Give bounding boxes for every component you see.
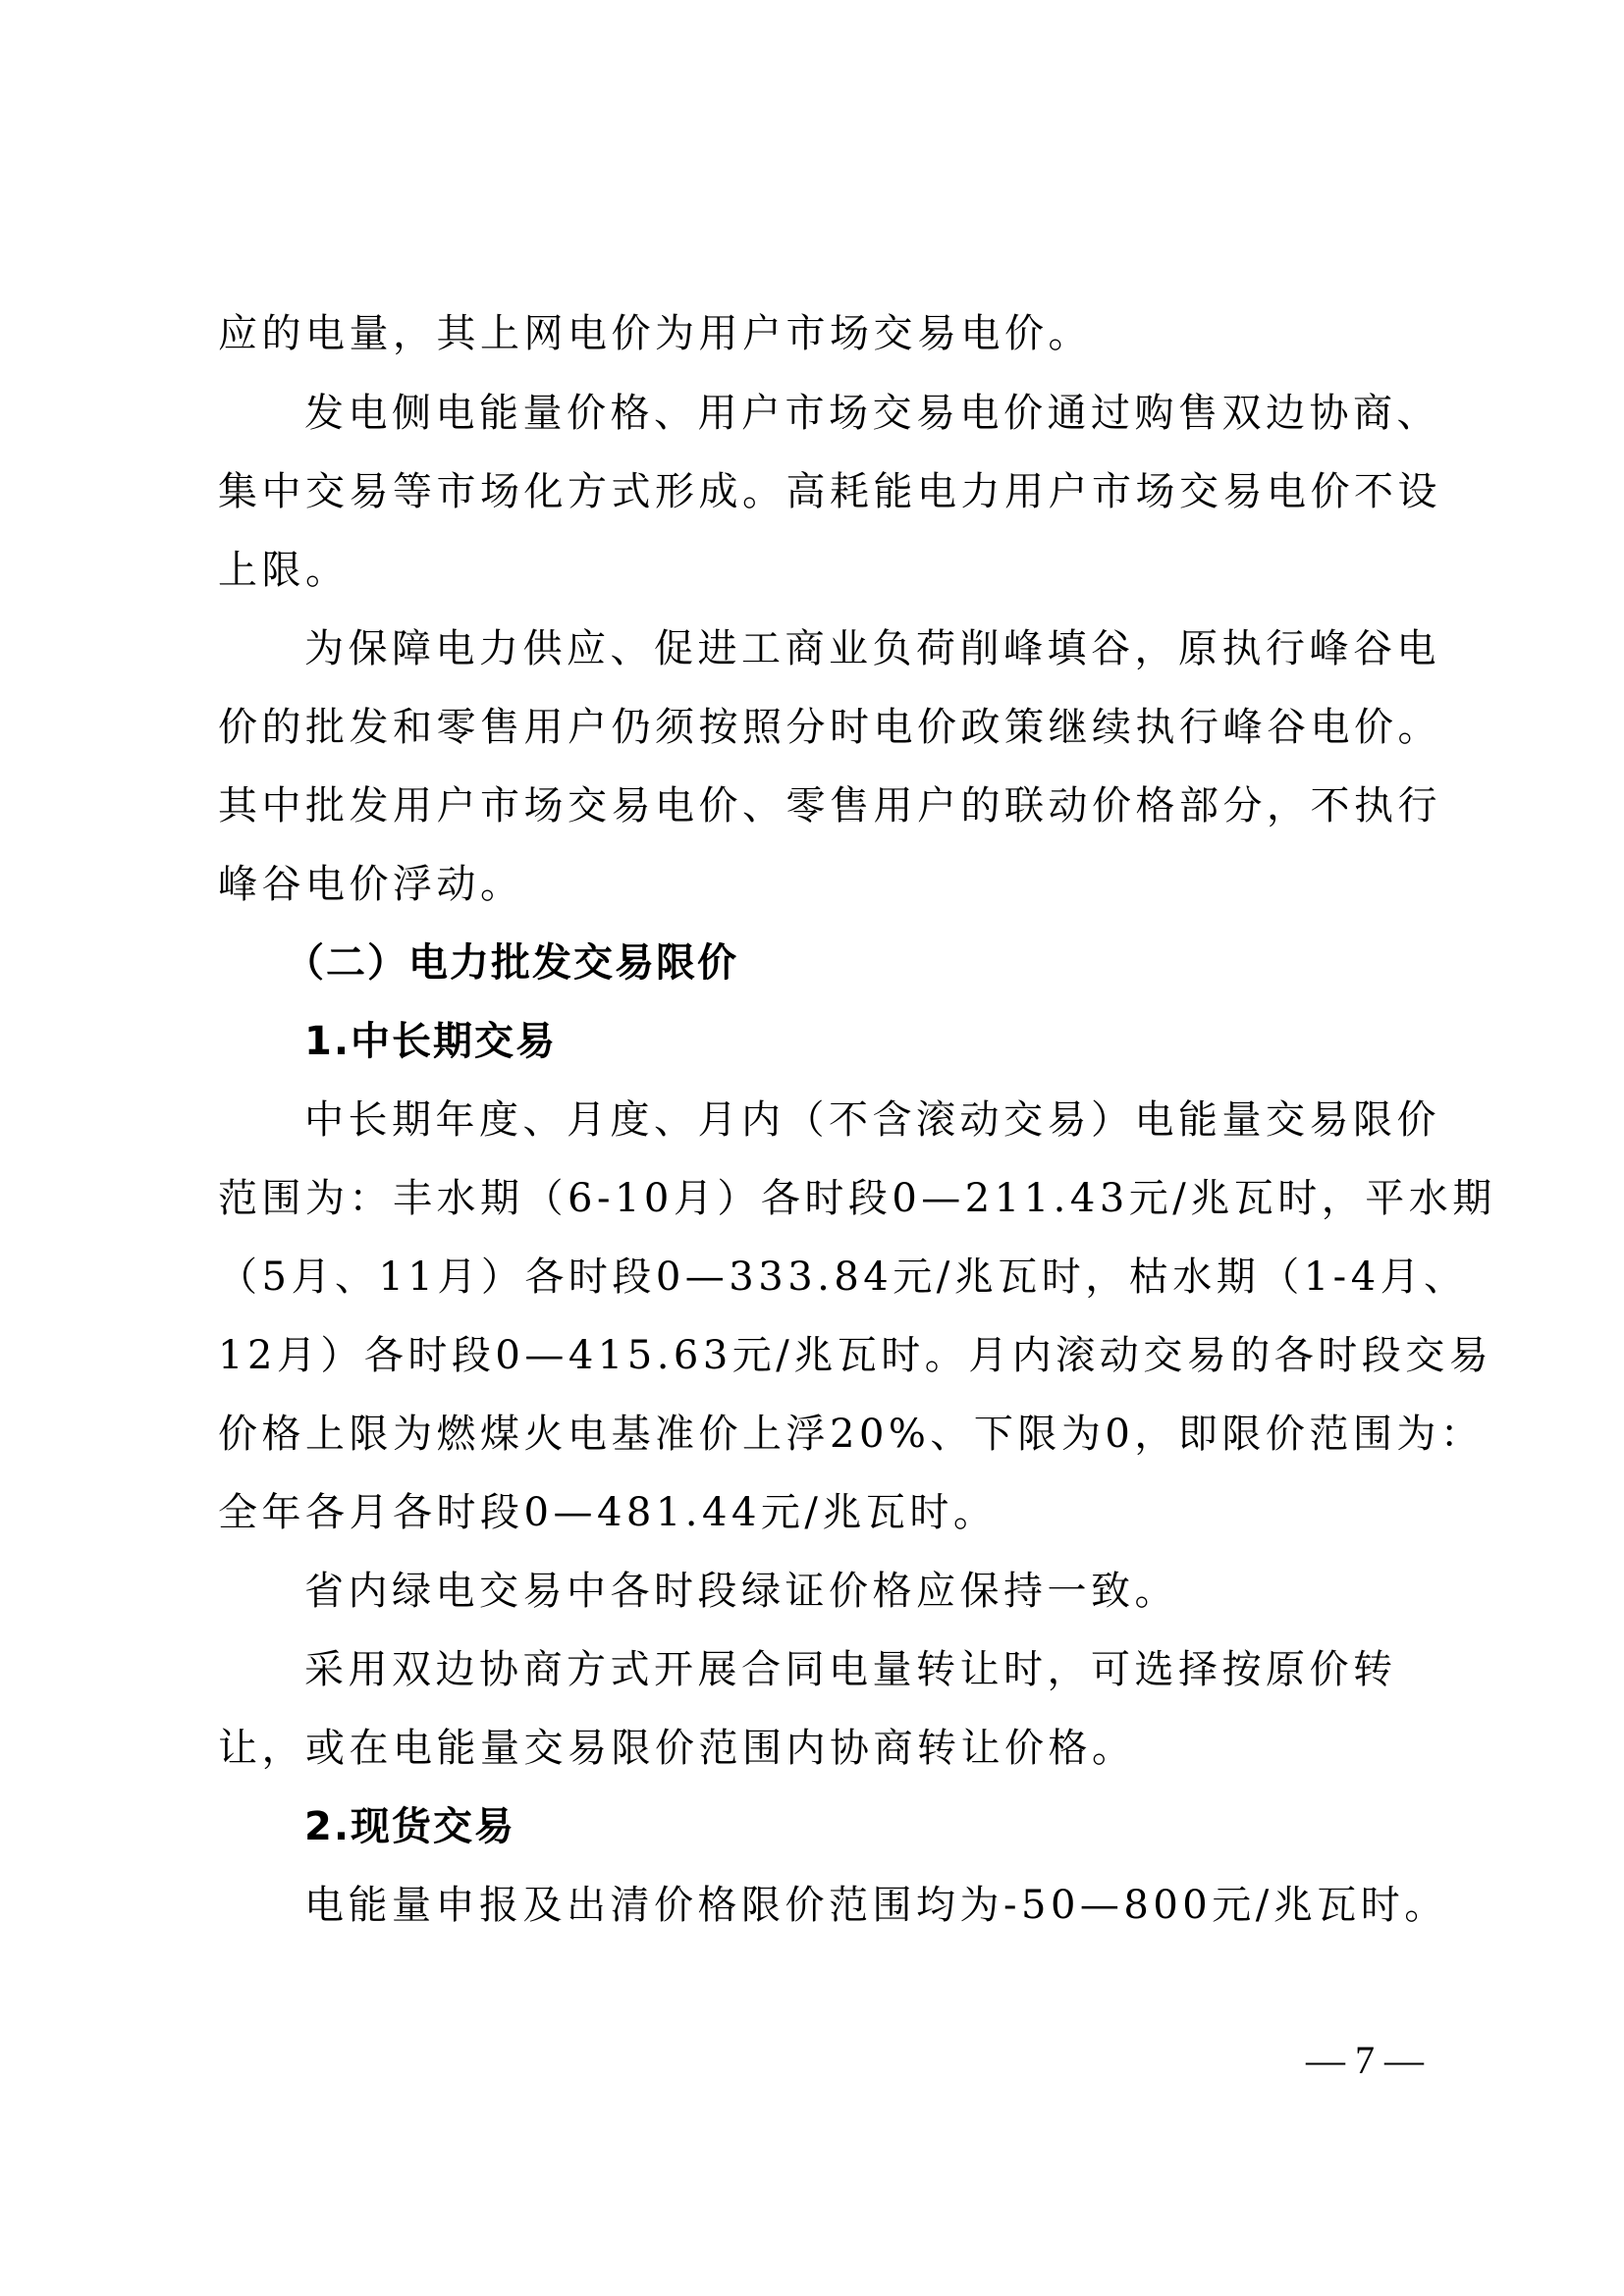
paragraph-line: 范围为：丰水期（6-10月）各时段0—211.43元/兆瓦时，平水期 xyxy=(218,1176,1496,1221)
subsection-heading: 2.现货交易 xyxy=(304,1804,516,1849)
paragraph-line: 中长期年度、月度、月内（不含滚动交易）电能量交易限价 xyxy=(304,1097,1440,1143)
subsection-heading: 1.中长期交易 xyxy=(304,1019,558,1064)
paragraph-line: 采用双边协商方式开展合同电量转让时，可选择按原价转 xyxy=(304,1647,1397,1692)
paragraph-line: 让，或在电能量交易限价范围内协商转让价格。 xyxy=(218,1726,1136,1771)
paragraph-line: 价的批发和零售用户仍须按照分时电价政策继续执行峰谷电价。 xyxy=(218,705,1441,750)
paragraph-line: 应的电量，其上网电价为用户市场交易电价。 xyxy=(218,311,1092,356)
paragraph-line: 电能量申报及出清价格限价范围均为-50—800元/兆瓦时。 xyxy=(304,1883,1448,1928)
paragraph-line: 峰谷电价浮动。 xyxy=(218,862,524,907)
page-number: — 7 — xyxy=(1306,2038,1424,2082)
paragraph-line: 发电侧电能量价格、用户市场交易电价通过购售双边协商、 xyxy=(304,391,1440,436)
paragraph-line: 上限。 xyxy=(218,548,350,593)
paragraph-line: 12月）各时段0—415.63元/兆瓦时。月内滚动交易的各时段交易 xyxy=(218,1333,1493,1378)
paragraph-line: 为保障电力供应、促进工商业负荷削峰填谷，原执行峰谷电 xyxy=(304,626,1440,671)
paragraph-line: 其中批发用户市场交易电价、零售用户的联动价格部分，不执行 xyxy=(218,783,1441,828)
paragraph-line: 省内绿电交易中各时段绿证价格应保持一致。 xyxy=(304,1569,1178,1614)
paragraph-line: 全年各月各时段0—481.44元/兆瓦时。 xyxy=(218,1490,998,1535)
section-heading: （二）电力批发交易限价 xyxy=(285,940,738,986)
paragraph-line: 集中交易等市场化方式形成。高耗能电力用户市场交易电价不设 xyxy=(218,469,1441,514)
paragraph-line: 价格上限为燃煤火电基准价上浮20%、下限为0，即限价范围为： xyxy=(218,1412,1485,1457)
paragraph-line: （5月、11月）各时段0—333.84元/兆瓦时，枯水期（1-4月、 xyxy=(218,1255,1468,1300)
